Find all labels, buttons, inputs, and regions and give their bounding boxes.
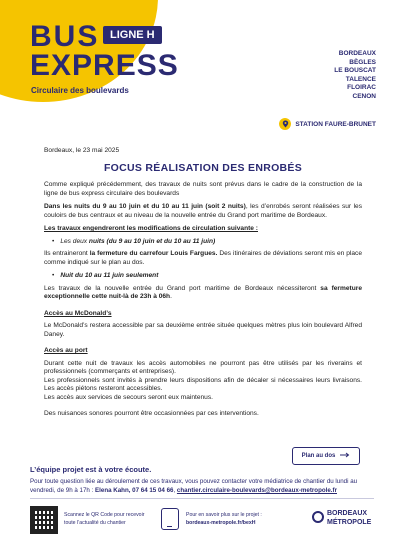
plan-button-label: Plan au dos — [301, 453, 336, 459]
dates-bold: Dans les nuits du 9 au 10 juin et du 10 au 11 juin (soit 2 nuits) — [44, 203, 246, 210]
page-title: FOCUS RÉALISATION DES ENROBÉS — [103, 161, 303, 174]
detour-end: Des itinéraires de déviations seront mis en place comme indiqué sur le plan au dos. — [44, 250, 362, 266]
plan-au-dos-button[interactable] — [292, 447, 360, 465]
port-bold: sa fermeture exceptionnelle cette nuit-là de 23h à 06h — [44, 284, 362, 300]
project-site — [186, 512, 262, 527]
port-access-heading: Accès au port — [44, 347, 88, 354]
intro-paragraph: Comme expliqué précédemment, des travaux de nuits sont prévus dans le cadre de la construction de la ligne de bus express circulaire des boulevards — [44, 181, 362, 197]
detour-start: Ils entraineront — [44, 250, 90, 257]
qr-caption — [64, 512, 144, 527]
qr-code-icon[interactable] — [30, 506, 58, 534]
bullet2-text: Nuit du 10 au 11 juin seulement — [60, 272, 159, 279]
town-item: BORDEAUX — [338, 50, 376, 57]
town-item: LE BOUSCAT — [334, 67, 376, 75]
site-line: Pour en savoir plus sur le projet : — [186, 512, 262, 518]
contact-sep: , — [173, 487, 177, 494]
qr-line: Scannez le QR Code pour recevoir — [64, 512, 145, 518]
bordeaux-metropole-logo — [312, 510, 371, 527]
traffic-heading: Les travaux engendreront les modifications de circulation suivante : — [44, 225, 258, 232]
metropole-wordmark — [327, 510, 371, 527]
list-item — [44, 272, 362, 281]
bullet1-prefix: Les deux — [60, 237, 88, 245]
dates-rest: , les d’enrobés seront réalisées sur les couloirs de bus centraux et au niveau de la nouvelle entrée du Grand port maritime de Bordeaux. — [44, 203, 363, 219]
date-line: Bordeaux, le 23 mai 2025 — [44, 147, 120, 154]
logo-bus: BUS — [30, 20, 100, 53]
port-access-line: Les accès aux services de secours seront eux maintenus. — [44, 393, 213, 401]
detour-bold: la fermeture du carrefour Louis Fargues. — [89, 250, 218, 257]
station-tag — [279, 118, 376, 130]
brand-line: MÉTROPOLE — [327, 518, 372, 526]
logo-tagline: Circulaire des boulevards — [31, 86, 129, 95]
port-access-line: Les professionnels sont invités à prendre leurs dispositions afin de décaler si nécessaires leurs livraisons. Les accès piétons resteront accessibles. — [44, 376, 362, 392]
logo-express: EXPRESS — [30, 49, 179, 82]
station-label: STATION FAURE-BRUNET — [295, 120, 376, 128]
location-pin-icon — [279, 118, 291, 130]
port-end: . — [170, 293, 172, 300]
bullet-icon: • — [52, 272, 55, 279]
bullet1-rest: nuits (du 9 au 10 juin et du 10 au 11 juin) — [87, 237, 216, 245]
bullet-text — [60, 238, 215, 247]
noise-paragraph: Des nuisances sonores pourront être occasionnées par ces interventions. — [44, 410, 259, 417]
arrow-right-icon — [340, 452, 350, 460]
town-item: FLOIRAC — [347, 84, 376, 92]
list-item — [44, 238, 362, 247]
brand-line: BORDEAUX — [327, 510, 368, 517]
port-access-paragraph — [44, 360, 362, 403]
qr-line: toute l’actualité du chantier — [64, 519, 126, 526]
site-url-link[interactable]: bordeaux-metropole.fr/bexH — [186, 519, 256, 526]
bullet-icon: • — [52, 237, 55, 245]
towns-list — [334, 50, 376, 102]
mcdo-heading: Accès au McDonald’s — [44, 309, 112, 317]
town-item: CENON — [352, 92, 376, 100]
dates-paragraph — [44, 203, 362, 220]
contact-email-link[interactable]: chantier.circulaire-boulevards@bordeaux-metropole.fr — [176, 487, 337, 494]
contact-intro: Pour toute question liée au déroulement de ces travaux, vous pouvez contacter votre médiatrice de chantier du lundi au vendredi, de 9h à 17h : — [30, 478, 358, 494]
header — [0, 0, 404, 120]
metropole-mark-icon — [312, 511, 324, 523]
document-body — [44, 147, 362, 424]
town-item: BÈGLES — [349, 58, 376, 66]
footer-contact — [30, 477, 380, 495]
footer-title: L’équipe projet est à votre écoute. — [30, 465, 152, 474]
town-item: TALENCE — [345, 75, 376, 83]
mcdo-paragraph: Le McDonald’s restera accessible par sa deuxième entrée située quelques mètres plus loin boulevard Alfred Daney. — [44, 322, 362, 338]
port-start: Les travaux de la nouvelle entrée du Grand port maritime de Bordeaux nécessiteront — [44, 284, 321, 292]
footer-divider — [30, 498, 374, 499]
smartphone-icon — [161, 508, 179, 530]
port-closure-paragraph — [44, 285, 362, 302]
detour-paragraph — [44, 250, 362, 267]
port-access-line: Durant cette nuit de travaux les accès automobiles ne pourront pas être utilisés par les riverains et professionnels (commerçants et entreprises). — [44, 359, 362, 375]
contact-name: Elena Kahn, 07 64 15 04 66 — [95, 487, 174, 494]
ligne-badge: LIGNE H — [103, 26, 162, 44]
